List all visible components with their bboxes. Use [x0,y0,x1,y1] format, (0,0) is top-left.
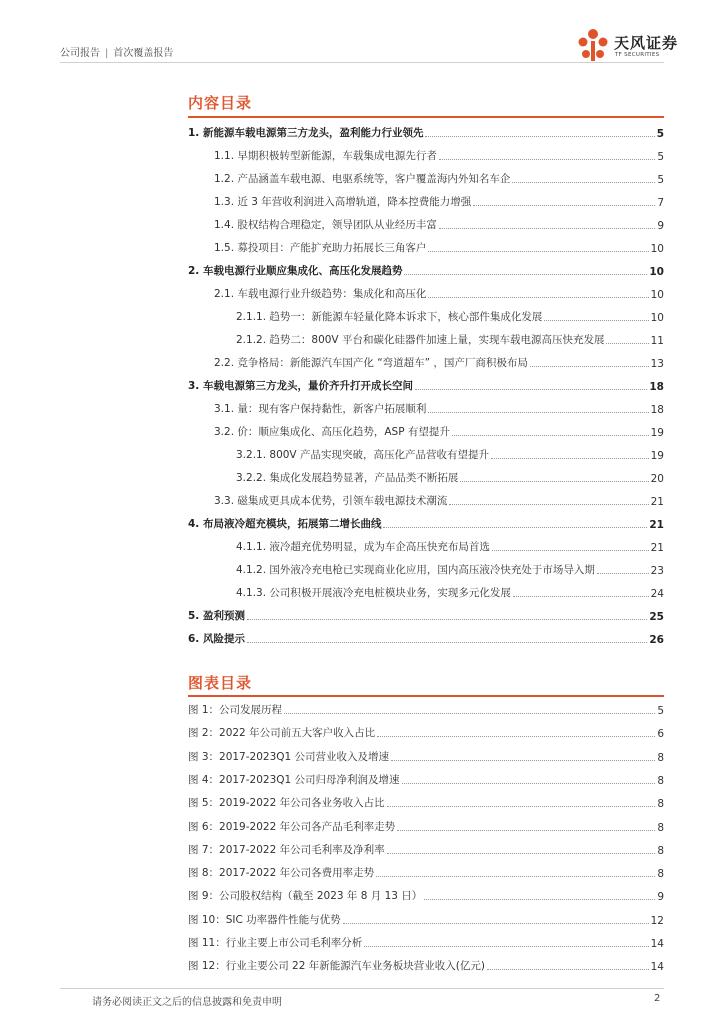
dot-leader [487,969,649,970]
toc-entry-text: 1.2. 产品涵盖车载电源、电驱系统等，客户覆盖海内外知名车企 [214,173,511,185]
toc-entry[interactable] [214,353,664,370]
toc-entry-text: 3.2.1. 800V 产品实现突破，高压化产品营收有望提升 [236,449,489,461]
figure-entry-text: 图 6：2019-2022 年公司各产品毛利率走势 [188,820,396,833]
toc-entry[interactable] [188,606,664,623]
figure-entry-text: 图 12：行业主要公司 22 年新能源汽车业务板块营业收入(亿元) [188,960,485,973]
toc-entry[interactable] [236,330,664,347]
figure-entry-text: 图 9：公司股权结构（截至 2023 年 8 月 13 日） [188,890,423,903]
figure-entry-page: 8 [657,844,664,857]
toc-entry-text: 4.1.3. 公司积极开展液冷充电桩模块业务，实现多元化发展 [236,587,511,599]
toc-entry-text: 3.3. 磁集成更具成本优势，引领车载电源技术潮流 [214,495,448,507]
dot-leader [512,182,655,183]
toc-entry-text: 2.1.1. 趋势一：新能源车轻量化降本诉求下，核心部件集成化发展 [236,311,543,323]
toc-entry-page: 19 [650,427,664,439]
figure-entry[interactable] [188,863,664,880]
toc-entry[interactable] [188,514,664,531]
toc-entry-text: 3.2. 价：顺应集成化、高压化趋势，ASP 有望提升 [214,426,450,438]
toc-entry-page: 21 [650,496,664,508]
dot-leader [404,274,647,275]
dot-leader [530,366,649,367]
toc-entry-page: 21 [649,519,664,531]
toc-title: 内容目录 [188,94,253,112]
toc-entry-text: 3. 车载电源第三方龙头，量价齐升打开成长空间 [188,380,413,392]
dot-leader [428,251,648,252]
figure-entry-text: 图 1：公司发展历程 [188,704,283,716]
page-number: 2 [654,993,661,1004]
figure-entry[interactable] [188,793,664,810]
toc-entry[interactable] [236,307,664,324]
toc-entry[interactable] [236,468,664,485]
toc-entry-text: 4.1.1. 液冷超充优势明显，成为车企高压快充布局首选 [236,541,490,553]
toc-entry-page: 25 [649,611,664,623]
figure-entry[interactable] [188,933,664,950]
dot-leader [425,136,654,137]
report-subcategory: 首次覆盖报告 [113,48,174,59]
figure-entry-page: 8 [657,774,664,787]
dot-leader [383,527,647,528]
figure-entry[interactable] [188,886,664,903]
figure-entry-page: 5 [657,705,664,717]
toc-entry-text: 2. 车载电源行业顺应集成化、高压化发展趋势 [188,265,403,277]
figure-entry[interactable] [188,817,664,834]
figure-entry-page: 6 [657,728,664,741]
toc-entry-text: 2.2. 竞争格局：新能源汽车国产化 “弯道超车” ，国产厂商积极布局 [214,357,528,369]
toc-entry-text: 3.2.2. 集成化发展趋势显著，产品品类不断拓展 [236,472,459,484]
figure-entry-text: 图 4：2017-2023Q1 公司归母净利润及增速 [188,773,400,786]
toc-entry-text: 4. 布局液冷超充模块，拓展第二增长曲线 [188,518,382,530]
figure-entry[interactable] [188,910,664,927]
dot-leader [415,389,647,390]
figures-title: 图表目录 [188,674,253,692]
toc-entry-text: 1.1. 早期积极转型新能源，车载集成电源先行者 [214,150,437,162]
toc-entry[interactable] [214,146,664,163]
figure-entry-page: 8 [657,868,664,881]
company-logo [574,26,694,66]
figure-entry-page: 14 [650,961,664,974]
dot-leader [284,713,655,714]
dot-leader [387,853,656,854]
figure-entry-page: 8 [657,751,664,764]
toc-entry-text: 2.1.2. 趋势二：800V 平台和碳化硅器件加速上量，实现车载电源高压快充发展 [236,334,605,346]
dot-leader [391,760,655,761]
toc-entry-page: 11 [650,335,664,347]
toc-entry[interactable] [236,583,664,600]
footer-divider [60,988,664,989]
toc-entry-text: 1.4. 股权结构合理稳定，领导团队从业经历丰富 [214,219,437,231]
toc-entry-page: 18 [649,381,664,393]
dot-leader [377,736,655,737]
dot-leader [424,899,655,900]
figure-entry-page: 8 [657,798,664,811]
dot-leader [544,320,648,321]
header-separator: | [105,48,109,59]
toc-entry-page: 10 [650,243,664,255]
report-type-header [60,44,173,59]
figure-entry-text: 图 8：2017-2022 年公司各费用率走势 [188,867,375,880]
toc-entry-page: 13 [650,358,664,370]
toc-entry[interactable] [214,192,664,209]
toc-entry[interactable] [214,238,664,255]
toc-entry-page: 10 [649,266,664,278]
toc-entry[interactable] [188,123,664,140]
dot-leader [343,923,649,924]
dot-leader [452,435,649,436]
toc-entry-page: 5 [656,128,664,140]
figure-entry-page: 14 [650,938,664,950]
footer-disclaimer: 请务必阅读正文之后的信息披露和免责申明 [92,997,282,1008]
figure-entry-text: 图 5：2019-2022 年公司各业务收入占比 [188,797,385,810]
toc-entry-text: 1.3. 近 3 年营收利润进入高增轨道，降本控费能力增强 [214,196,472,208]
figure-entry-text: 图 10：SIC 功率器件性能与优势 [188,913,341,926]
figure-entry[interactable] [188,723,664,740]
dot-leader [492,550,649,551]
toc-entry-page: 5 [657,151,664,163]
toc-entry-text: 6. 风险提示 [188,633,245,645]
toc-entry-text: 3.1. 量：现有客户保持黏性，新客户拓展顺利 [214,403,427,415]
dot-leader [247,619,647,620]
dot-leader [402,783,656,784]
tf-logo-icon [574,26,612,64]
figure-entry-text: 图 2：2022 年公司前五大客户收入占比 [188,727,376,740]
figure-entry-text: 图 7：2017-2022 年公司毛利率及净利率 [188,843,385,856]
toc-entry-page: 24 [650,588,664,600]
dot-leader [428,297,648,298]
figures-title-rule [188,695,664,697]
figure-entry[interactable] [188,700,664,717]
toc-entry[interactable] [188,261,664,278]
toc-entry-text: 1. 新能源车载电源第三方龙头，盈利能力行业领先 [188,127,424,139]
dot-leader [428,412,648,413]
toc-entry-page: 20 [650,473,664,485]
logo-english-name: TF SECURITIES [615,52,660,58]
dot-leader [449,504,648,505]
toc-entry[interactable] [214,215,664,232]
toc-title-rule [188,116,664,118]
toc-entry-page: 26 [649,634,664,646]
toc-entry[interactable] [236,537,664,554]
dot-leader [491,458,649,459]
toc-entry[interactable] [214,284,664,301]
toc-entry-text: 2.1. 车载电源行业升级趋势：集成化和高压化 [214,288,427,300]
logo-chinese-name: 天风证券 [614,34,679,52]
toc-entry-page: 10 [650,289,664,301]
toc-entry[interactable] [188,629,664,646]
toc-entry-page: 21 [650,542,664,554]
dot-leader [376,876,655,877]
toc-entry-page: 19 [650,450,664,462]
dot-leader [247,642,647,643]
toc-entry[interactable] [214,422,664,439]
toc-entry-text: 4.1.2. 国外液冷充电枪已实现商业化应用，国内高压液冷快充处于市场导入期 [236,564,595,576]
toc-entry[interactable] [214,169,664,186]
toc-entry[interactable] [188,376,664,393]
figure-entry-page: 12 [650,914,664,927]
dot-leader [460,481,648,482]
toc-entry-page: 10 [650,312,664,324]
dot-leader [439,159,655,160]
toc-entry-page: 18 [650,404,664,416]
toc-entry-page: 7 [657,197,664,209]
figure-entry[interactable] [188,840,664,857]
dot-leader [397,830,655,831]
figure-entry[interactable] [188,747,664,764]
figure-entry-text: 图 11：行业主要上市公司毛利率分析 [188,937,363,949]
dot-leader [387,806,656,807]
figure-entry-page: 8 [657,821,664,834]
toc-entry[interactable] [236,560,664,577]
dot-leader [513,596,649,597]
figure-entry[interactable] [188,770,664,787]
dot-leader [597,573,649,574]
toc-entry-page: 5 [657,174,664,186]
dot-leader [439,228,655,229]
toc-entry-page: 9 [657,220,664,232]
toc-entry-page: 23 [650,565,664,577]
toc-entry[interactable] [236,445,664,462]
dot-leader [473,205,655,206]
figure-entry-page: 9 [657,891,664,904]
figure-entry[interactable] [188,956,664,973]
toc-entry[interactable] [214,491,664,508]
figure-entry-text: 图 3：2017-2023Q1 公司营业收入及增速 [188,750,390,763]
dot-leader [606,343,648,344]
toc-entry-text: 5. 盈利预测 [188,610,245,622]
toc-entry-text: 1.5. 募投项目：产能扩充助力拓展长三角客户 [214,242,427,254]
header-divider [60,62,664,63]
toc-entry[interactable] [214,399,664,416]
dot-leader [364,946,648,947]
report-category: 公司报告 [60,48,100,59]
